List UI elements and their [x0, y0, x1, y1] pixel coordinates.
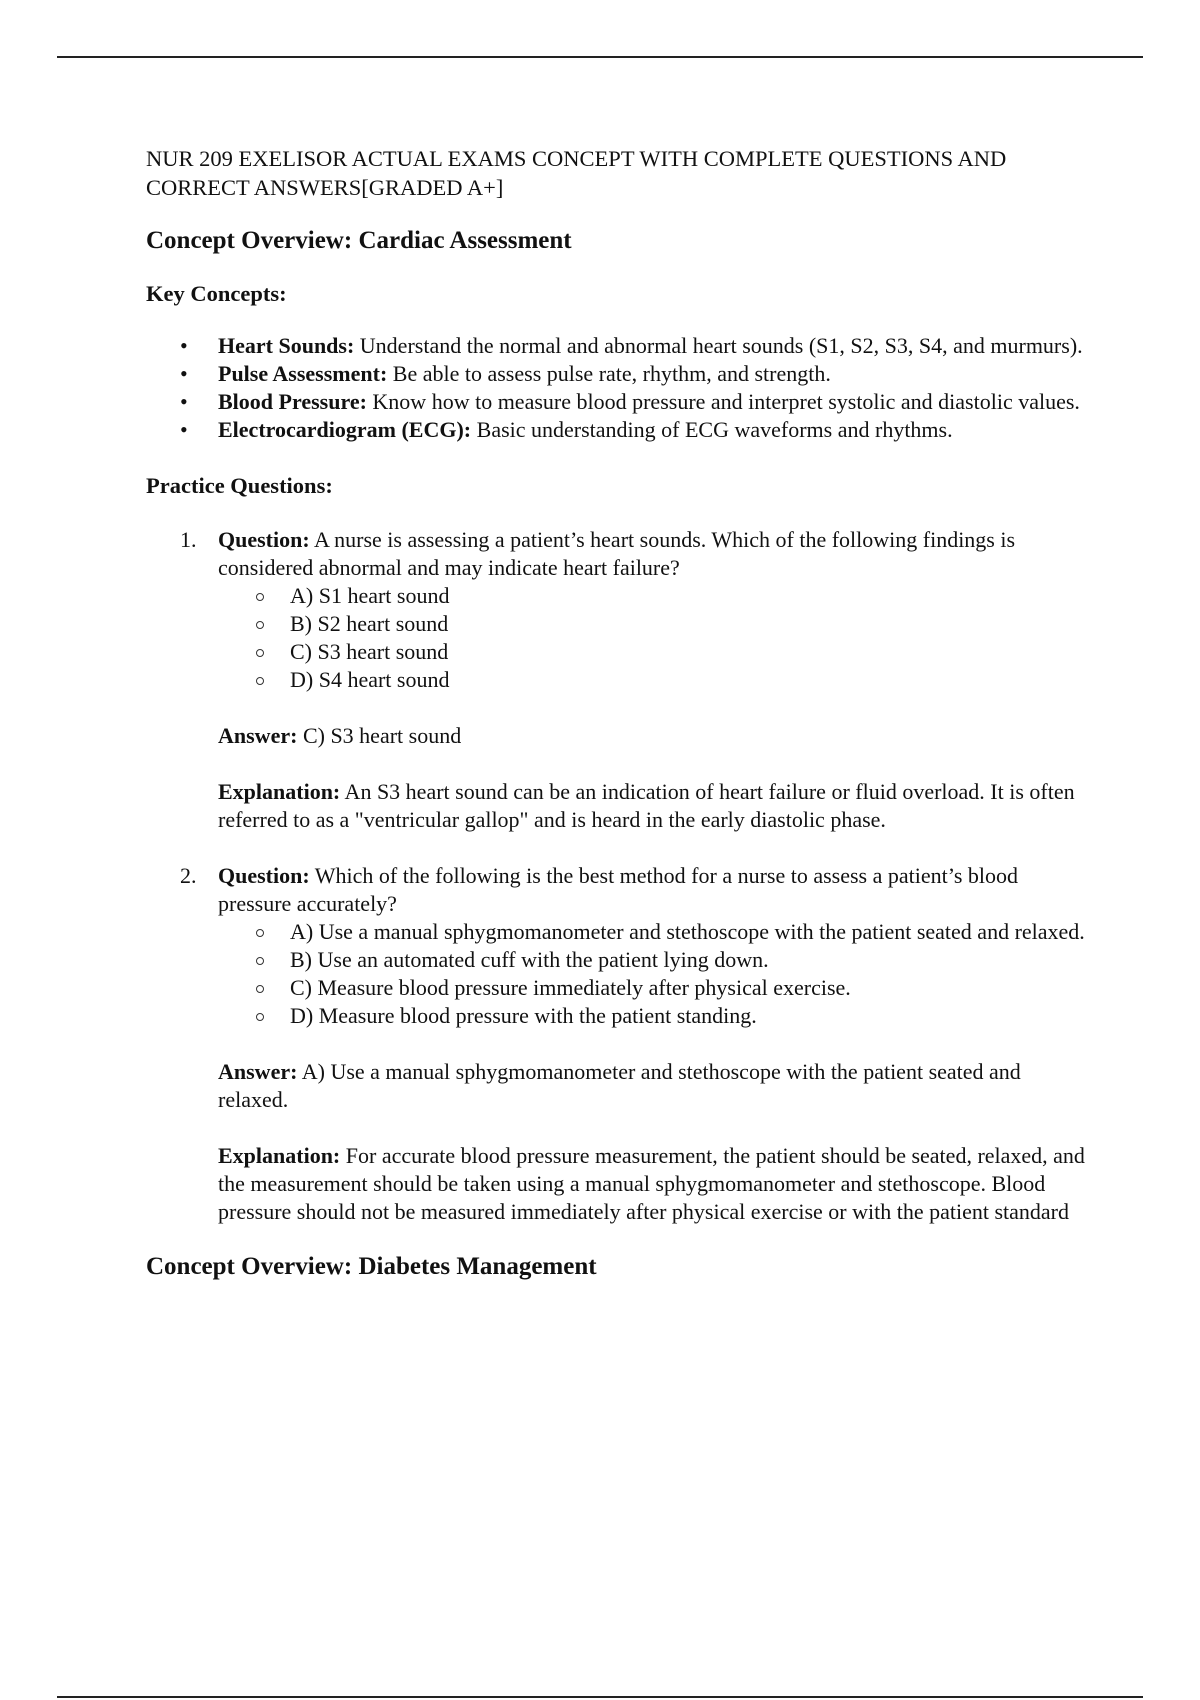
circle-bullet-icon — [256, 929, 264, 937]
bullet-icon: • — [180, 361, 188, 386]
document-title: NUR 209 EXELISOR ACTUAL EXAMS CONCEPT WITH COMPLETE QUESTIONS AND CORRECT ANSWERS[GRADED A+] — [146, 146, 1007, 200]
question-number: 2. — [180, 863, 197, 888]
option-item: A) Use a manual sphygmomanometer and stethoscope with the patient seated and relaxed. — [218, 918, 1091, 946]
circle-bullet-icon — [256, 621, 264, 629]
bullet-icon: • — [180, 333, 188, 358]
question-1-answer: Answer: C) S3 heart sound — [218, 723, 462, 748]
option-item: A) S1 heart sound — [218, 582, 1091, 610]
footer-rule — [57, 1696, 1143, 1698]
option-item: B) Use an automated cuff with the patient lying down. — [218, 946, 1091, 974]
circle-bullet-icon — [256, 677, 264, 685]
list-item: • Heart Sounds: Understand the normal and abnormal heart sounds (S1, S2, S3, S4, and murmurs). — [180, 333, 1083, 358]
circle-bullet-icon — [256, 649, 264, 657]
list-item: • Electrocardiogram (ECG): Basic understanding of ECG waveforms and rhythms. — [180, 417, 953, 442]
question-2-options — [146, 918, 1091, 1030]
circle-bullet-icon — [256, 1013, 264, 1021]
document-body — [146, 144, 1091, 1282]
key-concepts-list — [146, 332, 1091, 444]
bullet-icon: • — [180, 417, 188, 442]
circle-bullet-icon — [256, 985, 264, 993]
list-item: • Pulse Assessment: Be able to assess pulse rate, rhythm, and strength. — [180, 361, 831, 386]
option-item: B) S2 heart sound — [218, 610, 1091, 638]
question-list — [146, 526, 1091, 1226]
option-item: D) S4 heart sound — [218, 666, 1091, 694]
list-item: • Blood Pressure: Know how to measure blood pressure and interpret systolic and diastolic values. — [180, 389, 1080, 414]
option-item: C) Measure blood pressure immediately after physical exercise. — [218, 974, 1091, 1002]
question-number: 1. — [180, 527, 197, 552]
circle-bullet-icon — [256, 593, 264, 601]
key-concepts-heading: Key Concepts: — [146, 281, 287, 306]
question-1-options — [146, 582, 1091, 694]
question-1-explanation: Explanation: An S3 heart sound can be an indication of heart failure or fluid overload. It is often referred to as a "ventricular gallop" and is heard in the early diastolic phase. — [218, 779, 1075, 832]
section-heading-cardiac: Concept Overview: Cardiac Assessment — [146, 227, 572, 254]
option-item: C) S3 heart sound — [218, 638, 1091, 666]
circle-bullet-icon — [256, 957, 264, 965]
section-heading-diabetes: Concept Overview: Diabetes Management — [146, 1253, 597, 1280]
question-1: 1. Question: A nurse is assessing a patient’s heart sounds. Which of the following findings is considered abnormal and may indicate heart failure? — [180, 527, 1016, 580]
bullet-icon: • — [180, 389, 188, 414]
question-2-answer: Answer: A) Use a manual sphygmomanometer and stethoscope with the patient seated and relaxed. — [218, 1059, 1021, 1112]
header-rule — [57, 56, 1143, 58]
question-2: 2. Question: Which of the following is the best method for a nurse to assess a patient’s blood pressure accurately? — [180, 863, 1019, 916]
practice-questions-heading: Practice Questions: — [146, 473, 333, 498]
option-item: D) Measure blood pressure with the patient standing. — [218, 1002, 1091, 1030]
question-2-explanation: Explanation: For accurate blood pressure measurement, the patient should be seated, relaxed, and the measurement should be taken using a manual sphygmomanometer and stethoscope. Blood pressure should not be measured immediately after physical exercise or with the patient standard — [218, 1143, 1085, 1224]
